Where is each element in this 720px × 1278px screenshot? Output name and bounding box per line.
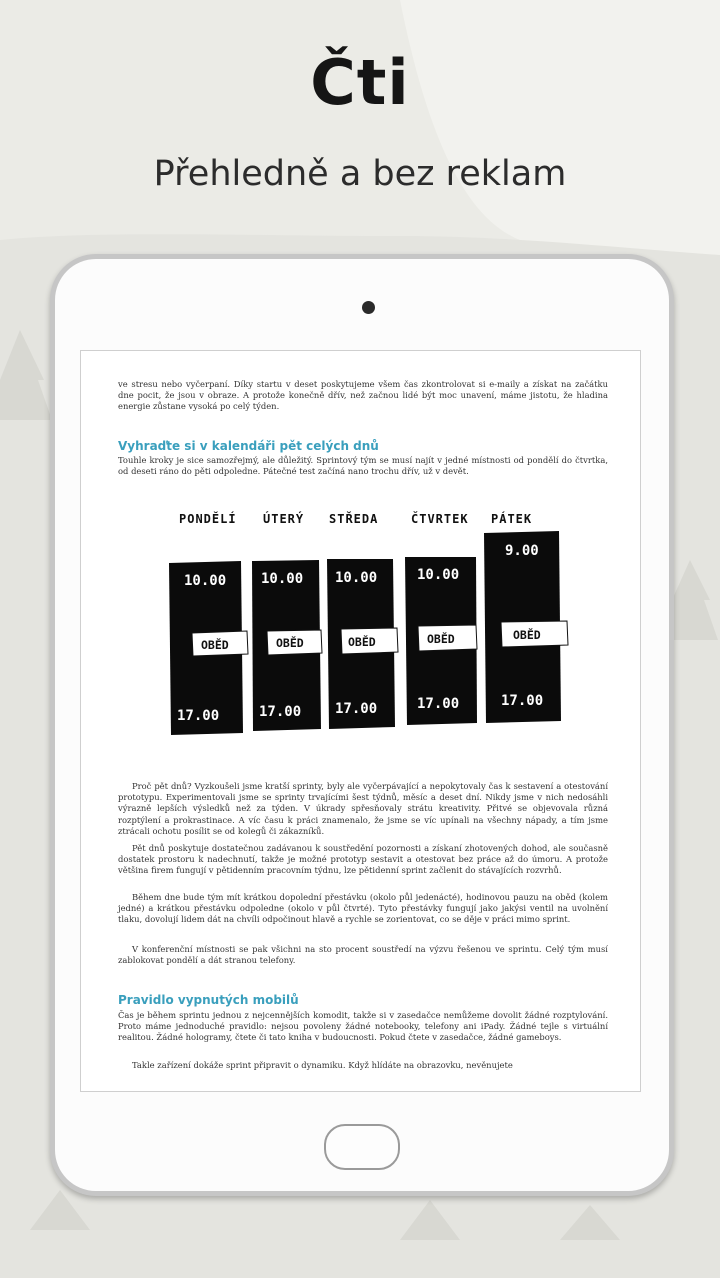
day-label-monday: PONDĚLÍ xyxy=(179,512,237,526)
lunch-tuesday: OBĚD xyxy=(276,636,304,650)
start-time-tuesday: 10.00 xyxy=(261,571,304,587)
section-calendar-text: Touhle kroky je sice samozřejmý, ale důležitý. Sprintový tým se musí najít v jedné místnosti od pondělí do čtvrtka, od deseti ráno do pěti odpoledne. Pátečné test začíná nano trochu dřív, už v devět. xyxy=(118,455,608,477)
section-heading-calendar: Vyhraďte si v kalendáři pět celých dnů xyxy=(118,439,379,453)
intro-paragraph: ve stresu nebo vyčerpaní. Díky startu v deset poskytujeme všem čas zkontrolovat si e-maily a získat na začátku dne pocit, že jsou v obraze. A protože konečně dřív, než začnou lidé být moc unavení, máme jistotu, že hladina energie zůstane vysoká po celý týden. xyxy=(118,379,608,412)
lunch-monday: OBĚD xyxy=(201,638,229,652)
body-paragraph-5: Takle zaříze​ní dokáže sprint připravit o dynamiku. Když hlídáte na obrazovku, nevěnujete xyxy=(132,1060,513,1070)
body-paragraph-1: Proč pět dnů? Vyzkoušeli jsme kratší sprinty, byly ale vyčerpávající a nepokytovaly čas k sestavení a otestování prototypu. Experimentovali jsme se sprinty trvajícími šest týdnů, měsíc a deset dní. Nikdy jsme v nich nedosáhli výrazně lepších výsledků než za týden. V úkrady spřesňovaly strátu kreativity. Přitvé se objevovala různá rozptýlení a prokrastinace. A víc času k práci znamenalo, že jsme se víc upínali na všechny nápady, a tím jsme ztrácali ochotu posílit se od kolegů či zákazníků. xyxy=(118,781,608,836)
lunch-friday: OBĚD xyxy=(513,628,541,642)
start-time-monday: 10.00 xyxy=(184,573,227,589)
day-label-thursday: ČTVRTEK xyxy=(411,512,469,526)
section-heading-mobiles: Pravidlo vypnutých mobilů xyxy=(118,993,299,1007)
end-time-tuesday: 17.00 xyxy=(259,704,302,720)
section-mobiles-text: Čas je během sprintu jednou z nejcennějších komodit, takže si v zasedačce nemůžeme dovolit žádné rozptylování. Proto máme jednoduché pravidlo: nejsou povoleny žádné notebooky, telefony ani iPady. Žádné tejle s virtuální realitou. Žádné hologramy, čtete či tato kniha v budoucnosti. Pokud čtete v zasedačce, žádné gameboys. xyxy=(118,1010,608,1043)
end-time-monday: 17.00 xyxy=(177,708,220,724)
subheadline: Přehledně a bez reklam xyxy=(153,154,567,194)
day-label-wednesday: STŘEDA xyxy=(329,512,379,526)
end-time-thursday: 17.00 xyxy=(417,696,460,712)
end-time-friday: 17.00 xyxy=(501,693,544,709)
start-time-thursday: 10.00 xyxy=(417,567,460,583)
camera-dot-icon xyxy=(362,301,375,314)
start-time-wednesday: 10.00 xyxy=(335,570,378,586)
day-label-friday: PÁTEK xyxy=(491,512,533,526)
day-label-tuesday: ÚTERÝ xyxy=(263,512,305,526)
schedule-illustration xyxy=(81,501,640,751)
body-paragraph-2: Pět dnů poskytuje dostatečnou zadávanou k soustředění pozornosti a získaní zhotovených dohod, ale současně dostatek prostoru k nadechnutí, takže je možné prototyp sestavit a otestovat bez práce až do úmoru. A protože většina firem fungují v pětidenním pracovním týdnu, lze pětidenní sprint začlenit do stávajících rozvrhů. xyxy=(118,843,608,876)
lunch-thursday: OBĚD xyxy=(427,632,455,646)
book-page xyxy=(80,350,641,1092)
end-time-wednesday: 17.00 xyxy=(335,701,378,717)
home-button[interactable] xyxy=(324,1124,400,1170)
body-paragraph-4: V konferenční místnosti se pak všichni na sto procent soustředí na výzvu řešenou ve sprintu. Celý tým musí zablokovat pondělí a dát stranou telefony. xyxy=(118,944,608,966)
body-paragraph-3: Během dne bude tým mít krátkou dopolední přestávku (okolo půl jedenácté), hodinovou pauzu na oběd (kolem jedné) a krátkou přestávku odpoledne (okolo v půl čtvrté). Tyto přestávky fungují jako jakýsi ventil na uvolnění tlaku, dovolují lidem dát na chvíli odpočinout hlavě a rychle se zorientovat, co se děje v práci mimo sprint. xyxy=(118,892,608,925)
start-time-friday: 9.00 xyxy=(505,543,539,559)
lunch-wednesday: OBĚD xyxy=(348,635,376,649)
headline: Čti xyxy=(310,46,410,119)
